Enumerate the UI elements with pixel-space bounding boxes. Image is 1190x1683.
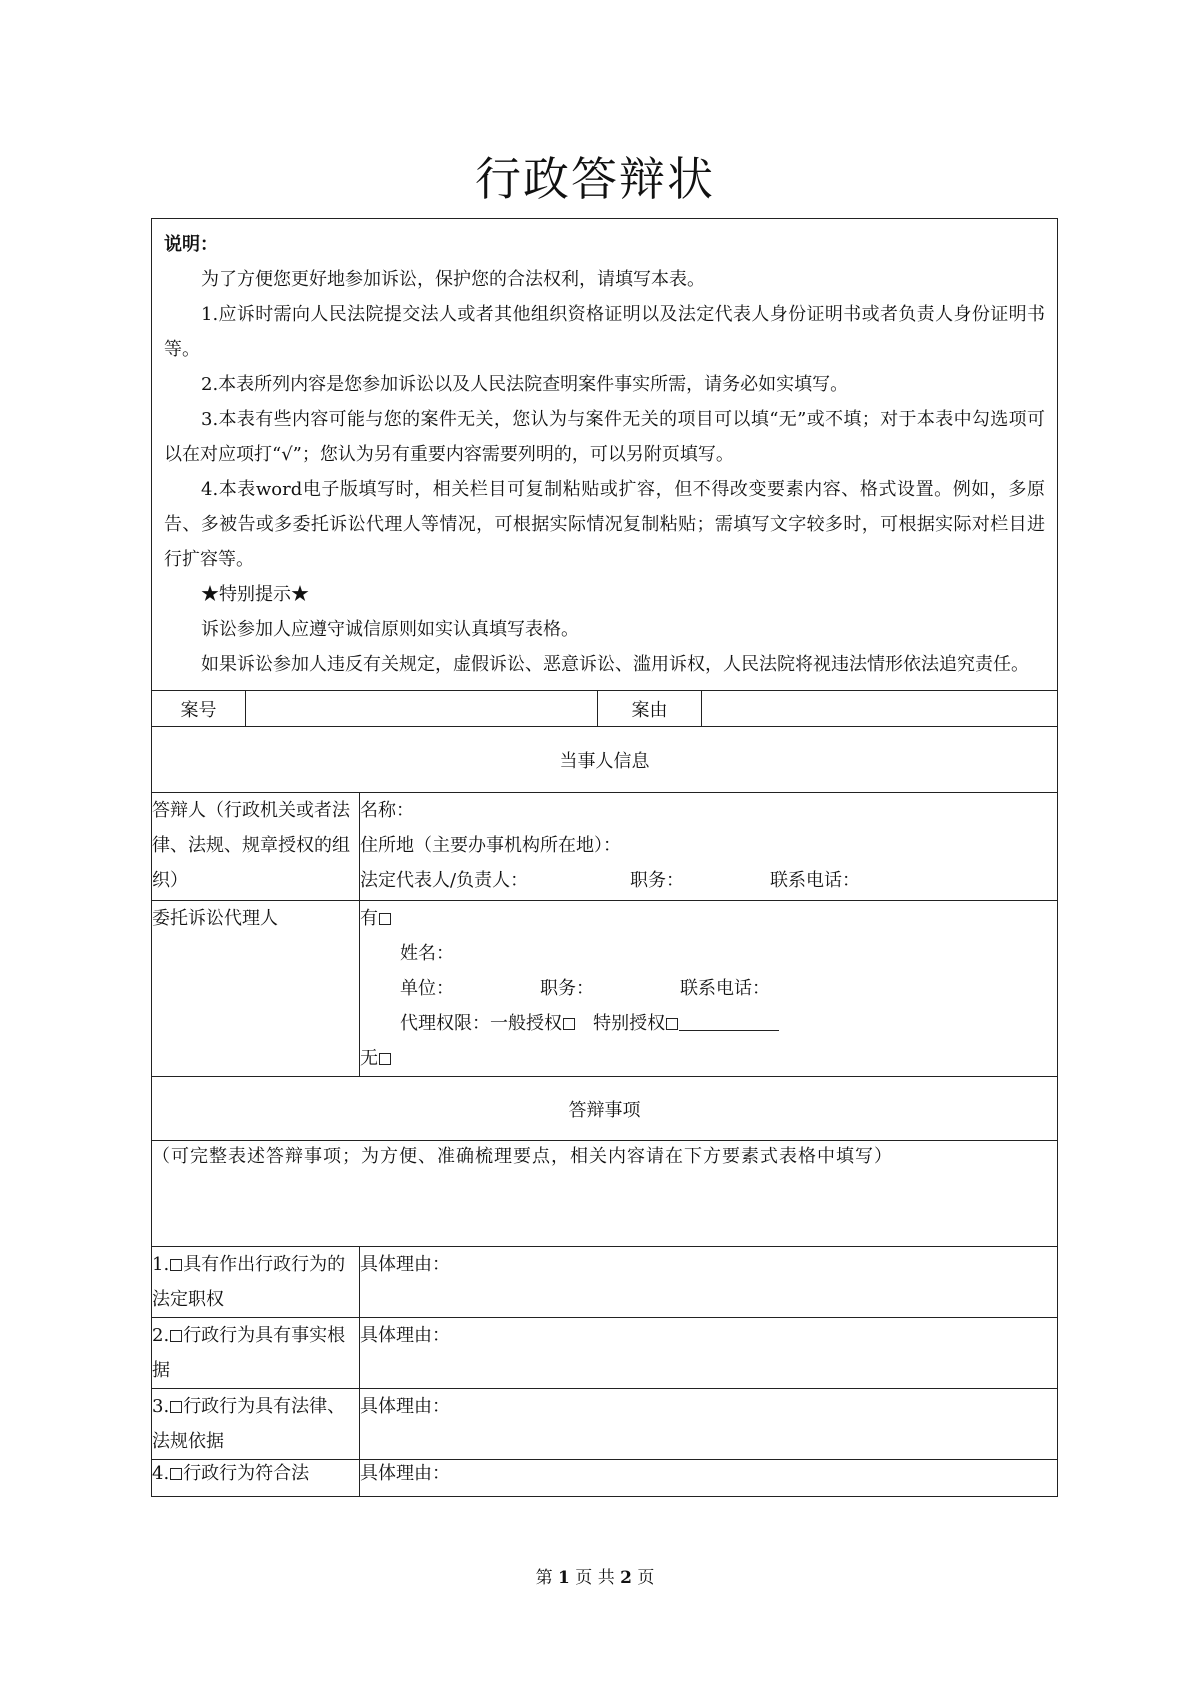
case-cause-label: 案由 <box>598 691 702 727</box>
respondent-name-field[interactable]: 名称： <box>360 800 414 821</box>
defense-item-reason[interactable]: 具体理由： <box>360 1389 1058 1460</box>
item-text: 行政行为具有法律、法规依据 <box>152 1396 346 1452</box>
page-number: 1 <box>558 1568 570 1588</box>
defense-remark[interactable]: （可完整表述答辩事项；为方便、准确梳理要点，相关内容请在下方要素式表格中填写） <box>152 1141 1058 1247</box>
agent-label: 委托诉讼代理人 <box>152 901 360 1077</box>
agent-fields <box>360 901 1058 1077</box>
instructions-cell <box>152 219 1058 691</box>
special-authority-label: 特别授权 <box>593 1013 666 1034</box>
agent-phone-field[interactable]: 联系电话： <box>680 978 770 999</box>
footer-text: 页 <box>637 1568 655 1588</box>
agent-yes-option[interactable] <box>360 901 1057 936</box>
defense-items-heading: 答辩事项 <box>152 1077 1058 1141</box>
instruction-paragraph: 为了方便您更好地参加诉讼，保护您的合法权利，请填写本表。 <box>201 269 705 290</box>
agent-authority-line <box>360 1006 1057 1041</box>
footer-text: 页 共 <box>575 1568 615 1588</box>
item-text: 行政行为具有事实根据 <box>152 1325 346 1381</box>
defense-form-table <box>151 218 1058 1497</box>
party-info-heading: 当事人信息 <box>152 727 1058 793</box>
respondent-label: 答辩人（行政机关或者法律、法规、规章授权的组织） <box>152 793 360 901</box>
checkbox-icon[interactable] <box>563 1018 575 1030</box>
special-notice-heading: ★特别提示★ <box>201 584 309 605</box>
agent-unit-field[interactable]: 单位： <box>400 978 454 999</box>
case-number-label: 案号 <box>152 691 246 727</box>
item-text: 行政行为符合法 <box>183 1463 310 1484</box>
defense-item-label <box>152 1247 360 1318</box>
defense-item-reason[interactable]: 具体理由： <box>360 1318 1058 1389</box>
instructions-heading: 说明： <box>164 234 218 255</box>
defense-item-label <box>152 1389 360 1460</box>
checkbox-icon[interactable] <box>170 1259 182 1271</box>
item-prefix: 1. <box>152 1254 170 1275</box>
special-authority-blank[interactable] <box>679 1012 779 1031</box>
checkbox-icon[interactable] <box>379 1053 391 1065</box>
instruction-paragraph: 3.本表有些内容可能与您的案件无关，您认为与案件无关的项目可以填“无”或不填；对于本表中勾选项可以在对应项打“√”；您认为另有重要内容需要列明的，可以另附页填写。 <box>164 409 1045 465</box>
respondent-phone-field[interactable]: 联系电话： <box>770 870 860 891</box>
checkbox-icon[interactable] <box>666 1018 678 1030</box>
defense-item-reason[interactable]: 具体理由： <box>360 1247 1058 1318</box>
agent-no-label: 无 <box>360 1048 378 1069</box>
agent-position-field[interactable]: 职务： <box>540 978 594 999</box>
agent-no-option[interactable] <box>360 1041 1057 1076</box>
total-pages: 2 <box>620 1568 632 1588</box>
checkbox-icon[interactable] <box>170 1468 182 1480</box>
respondent-address-field[interactable]: 住所地（主要办事机构所在地）： <box>360 835 621 856</box>
defense-item-reason[interactable]: 具体理由： <box>360 1460 1058 1497</box>
instruction-paragraph: 如果诉讼参加人违反有关规定，虚假诉讼、恶意诉讼、滥用诉权，人民法院将视违法情形依法追究责任。 <box>201 654 1029 675</box>
defense-item-label <box>152 1318 360 1389</box>
case-number-field[interactable] <box>246 691 598 727</box>
defense-item-label <box>152 1460 360 1497</box>
instruction-paragraph: 2.本表所列内容是您参加诉讼以及人民法院查明案件事实所需，请务必如实填写。 <box>201 374 849 395</box>
instructions <box>152 219 1057 690</box>
case-cause-field[interactable] <box>702 691 1058 727</box>
respondent-fields <box>360 793 1058 901</box>
item-prefix: 2. <box>152 1325 170 1346</box>
agent-unit-line <box>360 971 1057 1006</box>
agent-name-field[interactable]: 姓名： <box>400 943 454 964</box>
general-authority-label: 代理权限：一般授权 <box>400 1013 562 1034</box>
respondent-position-field[interactable]: 职务： <box>630 870 684 891</box>
checkbox-icon[interactable] <box>170 1330 182 1342</box>
instruction-paragraph: 诉讼参加人应遵守诚信原则如实认真填写表格。 <box>201 619 579 640</box>
document-title: 行政答辩状 <box>475 152 715 206</box>
checkbox-icon[interactable] <box>379 913 391 925</box>
item-text: 具有作出行政行为的法定职权 <box>152 1254 346 1310</box>
footer-text: 第 <box>535 1568 553 1588</box>
item-prefix: 3. <box>152 1396 170 1417</box>
instruction-paragraph: 1.应诉时需向人民法院提交法人或者其他组织资格证明以及法定代表人身份证明书或者负责人身份证明书等。 <box>164 304 1045 360</box>
item-prefix: 4. <box>152 1463 170 1484</box>
page-footer <box>0 1563 1190 1588</box>
respondent-rep-line <box>360 863 1057 898</box>
agent-yes-label: 有 <box>360 908 378 929</box>
checkbox-icon[interactable] <box>170 1401 182 1413</box>
respondent-rep-field[interactable]: 法定代表人/负责人： <box>360 870 529 891</box>
instruction-paragraph: 4.本表word电子版填写时，相关栏目可复制粘贴或扩容，但不得改变要素内容、格式设置。例如，多原告、多被告或多委托诉讼代理人等情况，可根据实际情况复制粘贴；需填写文字较多时，可根据实际对栏目进行扩容等。 <box>164 479 1045 570</box>
